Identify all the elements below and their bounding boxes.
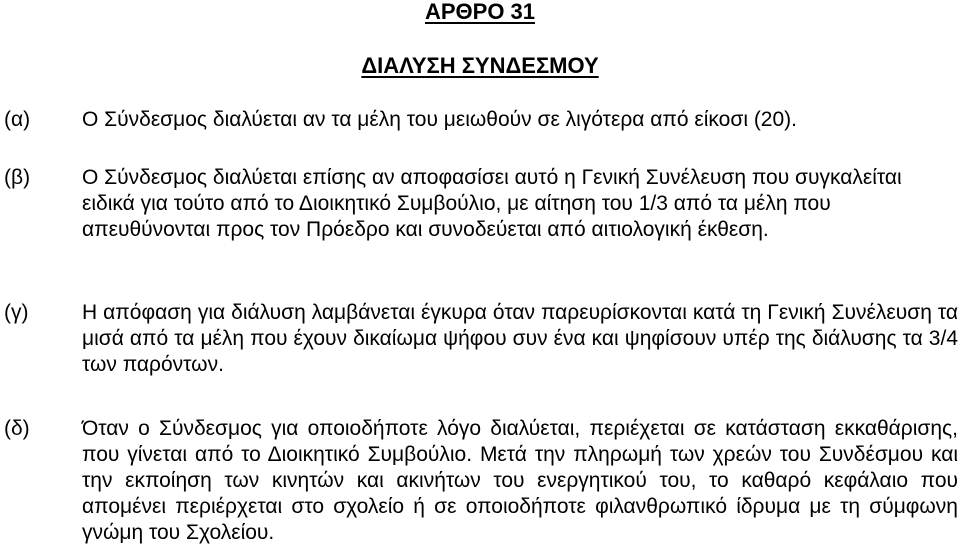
clause-marker: (β) [4, 166, 31, 189]
clause-text: Ο Σύνδεσμος διαλύεται αν τα μέλη του μειωθούν σε λιγότερα από είκοσι (20). [82, 108, 797, 131]
clause-text: Η απόφαση για διάλυση λαμβάνεται έγκυρα όταν παρευρίσκονται κατά τη Γενική Συνέλευση τα μισά από τα μέλη που έχουν δικαίωμα ψήφου συν ένα και ψηφίσουν υπέρ της διάλυσης τα 3/4 των παρόντων. [82, 301, 958, 376]
article-title-heading: ΔΙΑΛΥΣΗ ΣΥΝΔΕΣΜΟΥ [361, 53, 599, 78]
clause-marker: (γ) [4, 301, 29, 324]
clause-marker: (α) [4, 108, 31, 131]
clause-marker: (δ) [4, 417, 30, 440]
article-number-heading: ΑΡΘΡΟ 31 [424, 0, 536, 24]
clause-text: Ο Σύνδεσμος διαλύεται επίσης αν αποφασίσει αυτό η Γενική Συνέλευση που συγκαλείται ειδικά για τούτο από το Διοικητικό Συμβούλιο, με αίτηση του 1/3 από τα μέλη που απευθύνονται προς τον Πρόεδρο και συνοδεύεται από αιτιολογική έκθεση. [82, 166, 902, 241]
clause-text: Όταν ο Σύνδεσμος για οποιοδήποτε λόγο διαλύεται, περιέχεται σε κατάσταση εκκαθάρισης, που γίνεται από το Διοικητικό Συμβούλιο. Μετά την πληρωμή των χρεών του Συνδέσμου και την εκποίηση των κινητών και ακινήτων του ενεργητικού του, το καθαρό κεφάλαιο που απομένει περιέρχεται στο σχολείο ή σε οποιοδήποτε φιλανθρωπικό ίδρυμα με τη σύμφωνη γνώμη του Σχολείου. [82, 417, 958, 544]
